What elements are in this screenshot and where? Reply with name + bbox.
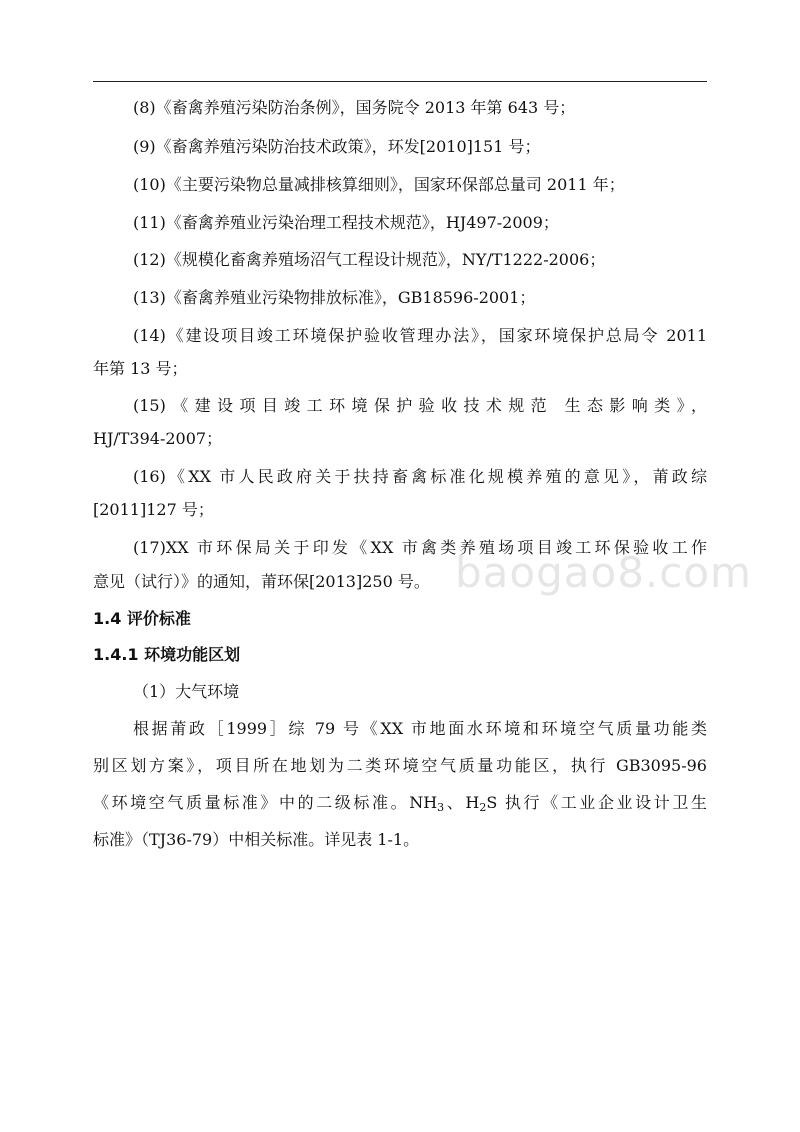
- nh3-subscript: 3: [437, 801, 445, 814]
- ref-15-line1: (15)《建设项目竣工环境保护验收技术规范 生态影响类》，: [133, 396, 707, 415]
- ref-10: (10)《主要污染物总量减排核算细则》，国家环保部总量司 2011 年；: [133, 175, 625, 194]
- h2s-subscript: 2: [479, 801, 487, 814]
- ref-17-line2: 意见（试行）》的通知，莆环保[2013]250 号。: [93, 572, 430, 591]
- section-heading-1-4-1: 1.4.1 环境功能区划: [93, 645, 241, 664]
- para-line-3-c: S 执行《工业企业设计卫生: [486, 793, 707, 812]
- ref-16-line1: (16)《XX 市人民政府关于扶持畜禽标准化规模养殖的意见》，莆政综: [133, 467, 707, 486]
- ref-11: (11)《畜禽养殖业污染治理工程技术规范》，HJ497-2009；: [133, 213, 559, 232]
- ref-12: (12)《规模化畜禽养殖场沼气工程设计规范》，NY/T1222-2006；: [133, 250, 606, 269]
- watermark: baogao8.com: [455, 548, 752, 597]
- para-line-3-b: 、H: [444, 793, 480, 812]
- para-line-3-a: 《环境空气质量标准》中的二级标准。NH: [93, 793, 438, 812]
- para-line-2: 别区划方案》，项目所在地划为二类环境空气质量功能区，执行 GB3095-96: [93, 756, 707, 775]
- ref-17-line1: (17)XX 市环保局关于印发《XX 市禽类养殖场项目竣工环保验收工作: [133, 538, 707, 557]
- ref-8: (8)《畜禽养殖污染防治条例》，国务院令 2013 年第 643 号；: [133, 98, 576, 117]
- header-rule: [93, 81, 707, 82]
- para-line-1: 根据莆政［1999］综 79 号《XX 市地面水环境和环境空气质量功能类: [133, 719, 707, 738]
- subheading-atmosphere: （1）大气环境: [133, 682, 240, 701]
- ref-13: (13)《畜禽养殖业污染物排放标准》，GB18596-2001；: [133, 288, 536, 307]
- para-line-3: [93, 793, 707, 813]
- ref-9: (9)《畜禽养殖污染防治技术政策》，环发[2010]151 号；: [133, 137, 541, 156]
- ref-16-line2: [2011]127 号；: [93, 500, 214, 519]
- ref-14-line1: (14)《建设项目竣工环境保护验收管理办法》，国家环境保护总局令 2011: [133, 326, 707, 345]
- para-line-4: 标准》（TJ36-79）中相关标准。详见表 1-1。: [93, 830, 420, 849]
- section-heading-1-4: 1.4 评价标准: [93, 609, 191, 628]
- ref-14-line2: 年第 13 号；: [93, 359, 188, 378]
- ref-15-line2: HJ/T394-2007；: [93, 429, 223, 448]
